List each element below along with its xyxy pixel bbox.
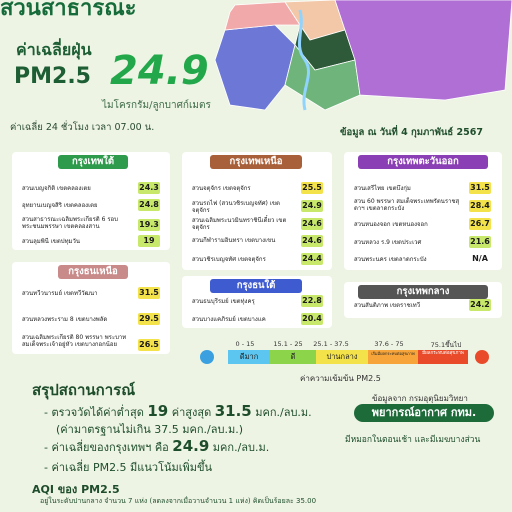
- park-value: 24.4: [302, 254, 322, 263]
- bangkok-district-map: [205, 0, 512, 118]
- scale-level: มีผลกระทบต่อสุขภาพ: [418, 350, 468, 364]
- park-name: สวนลุมพินี เขตปทุมวัน: [22, 238, 80, 245]
- park-name: สวนสันติภาพ เขตราชเทวี: [354, 302, 421, 309]
- summary-line-3: - ค่าเฉลี่ย PM2.5 มีแนวโน้มเพิ่มขึ้น: [44, 461, 213, 474]
- park-name: สวนจตุจักร เขตจตุจักร: [192, 185, 251, 192]
- park-value: 29.5: [139, 314, 159, 323]
- header-north-thon: กรุงธนเหนือ: [58, 265, 128, 279]
- park-value: 19.3: [139, 220, 159, 229]
- park-name: สวนกีฬารามอินทรา เขตบางเขน: [192, 237, 276, 244]
- bad-face-icon: [475, 350, 489, 364]
- park-value: 24.2: [470, 300, 490, 309]
- park-name: สวนหลวง ร.9 เขตประเวศ: [354, 239, 422, 246]
- map-region-south-thon: [215, 25, 295, 110]
- scale-range: 25.1 - 37.5: [313, 340, 349, 348]
- aqi-text: อยู่ในระดับปานกลาง จำนวน 7 แห่ง (ลดลงจากเมื่อวานจำนวน 1 แห่ง) คิดเป็นร้อยละ 35.00: [40, 497, 317, 505]
- park-name: สวนเบญจกิติ เขตคลองเตย: [22, 185, 91, 192]
- park-name: สวนรถไฟ (สวนวชิรเบญจทัศ) เขตจตุจักร: [192, 200, 280, 214]
- park-name: อุทยานเบญจสิริ เขตคลองเตย: [22, 202, 98, 209]
- scale-range: 0 - 15: [235, 340, 255, 348]
- park-value: 24.3: [139, 183, 159, 192]
- good-face-icon: [200, 350, 214, 364]
- scale-level: ดีมาก: [228, 350, 270, 364]
- page-title: สวนสาธารณะ: [0, 0, 137, 21]
- aqi-title: AQI ของ PM2.5: [32, 483, 120, 496]
- header-east: กรุงเทพตะวันออก: [358, 155, 488, 169]
- scale-level: เริ่มมีผลกระทบต่อสุขภาพ: [368, 350, 418, 364]
- park-value: N/A: [472, 254, 488, 263]
- scale-range: 15.1 - 25: [273, 340, 303, 348]
- data-date: ข้อมูล ณ วันที่ 4 กุมภาพันธ์ 2567: [340, 127, 483, 138]
- header-north: กรุงเทพเหนือ: [210, 155, 302, 169]
- park-value: 20.4: [302, 314, 322, 323]
- park-value: 24.6: [302, 236, 322, 245]
- park-value: 25.5: [302, 183, 322, 192]
- scale-caption: ค่าความเข้มข้น PM2.5: [300, 374, 381, 383]
- park-name: สวนเสรีไทย เขตบึงกุ่ม: [354, 185, 411, 192]
- park-name: สวนวชิรเบญจทัศ เขตจตุจักร: [192, 256, 266, 263]
- header-central: กรุงเทพกลาง: [358, 285, 488, 299]
- forecast-badge: พยากรณ์อากาศ กทม.: [354, 404, 494, 422]
- header-south: กรุงเทพใต้: [58, 155, 128, 169]
- pm-average-value: 24.9: [110, 48, 209, 94]
- summary-line-1: - ตรวจวัดได้ค่าต่ำสุด 19 ค่าสูงสุด 31.5 มคก./ลบ.ม.: [44, 402, 312, 420]
- forecast-note: มีหมอกในตอนเช้า และมีเมฆบางส่วน: [345, 435, 481, 445]
- summary-title: สรุปสถานการณ์: [32, 381, 136, 399]
- park-value: 22.8: [302, 296, 322, 305]
- park-value: 28.4: [470, 201, 490, 210]
- park-value: 31.5: [139, 288, 159, 297]
- scale-level: ปานกลาง: [316, 350, 368, 364]
- park-name: สวนเฉลิมพระเกียรติ 80 พรรษา พระบาทสมเด็จพระเจ้าอยู่หัว เขตบางกอกน้อย: [22, 334, 127, 348]
- subtitle: ค่าเฉลี่ยฝุ่น: [16, 40, 92, 59]
- park-name: สวน 60 พรรษา สมเด็จพระเทพรัตนราชสุดาฯ เขตลาดกระบัง: [354, 198, 460, 212]
- park-value: 24.6: [302, 219, 322, 228]
- pm-label: PM2.5: [14, 64, 91, 89]
- park-value: 26.7: [470, 219, 490, 228]
- park-value: 26.5: [139, 340, 159, 349]
- scale-range: 75.1ขึ้นไป: [430, 341, 462, 349]
- park-name: สวนเฉลิมพระนวมินทราชินีเดี๋ยว เขตจตุจักร: [192, 217, 287, 231]
- park-value: 31.5: [470, 183, 490, 192]
- unit-label: ไมโครกรัม/ลูกบาศก์เมตร: [102, 100, 211, 111]
- park-name: สวนบางแคภิรมย์ เขตบางแค: [192, 316, 266, 323]
- min-value: 19: [147, 402, 169, 420]
- park-name: สวนสาธารณะเฉลิมพระเกียรติ 6 รอบ พระชนมพรรษา เขตคลองสาน: [22, 216, 118, 230]
- max-value: 31.5: [214, 402, 252, 420]
- park-value: 24.8: [139, 200, 159, 209]
- park-name: สวนทวีวนารมย์ เขตทวีวัฒนา: [22, 290, 98, 297]
- source-label: ข้อมูลจาก กรมอุตุนิยมวิทยา: [372, 394, 468, 403]
- park-value: 21.6: [470, 237, 490, 246]
- park-name: สวนหนองจอก เขตหนองจอก: [354, 221, 428, 228]
- header-south-thon: กรุงธนใต้: [210, 279, 302, 293]
- avg24-label: ค่าเฉลี่ย 24 ชั่วโมง เวลา 07.00 น.: [10, 122, 155, 133]
- park-name: สวนธนบุรีรมย์ เขตทุ่งครุ: [192, 298, 255, 305]
- summary-line-2: - ค่าเฉลี่ยของกรุงเทพฯ คือ 24.9 มคก./ลบ.ม.: [44, 437, 270, 455]
- scale-range: 37.6 - 75: [374, 340, 404, 348]
- map-region-east: [335, 0, 512, 100]
- summary-standard-note: (ค่ามาตรฐานไม่เกิน 37.5 มคก./ลบ.ม.): [56, 423, 244, 436]
- park-value: 24.9: [302, 201, 322, 210]
- park-name: สวนหลวงพระราม 8 เขตบางพลัด: [22, 316, 108, 323]
- scale-level: ดี: [270, 350, 316, 364]
- avg-value: 24.9: [172, 437, 210, 455]
- park-value: 19: [138, 235, 160, 247]
- park-name: สวนพระนคร เขตลาดกระบัง: [354, 256, 427, 263]
